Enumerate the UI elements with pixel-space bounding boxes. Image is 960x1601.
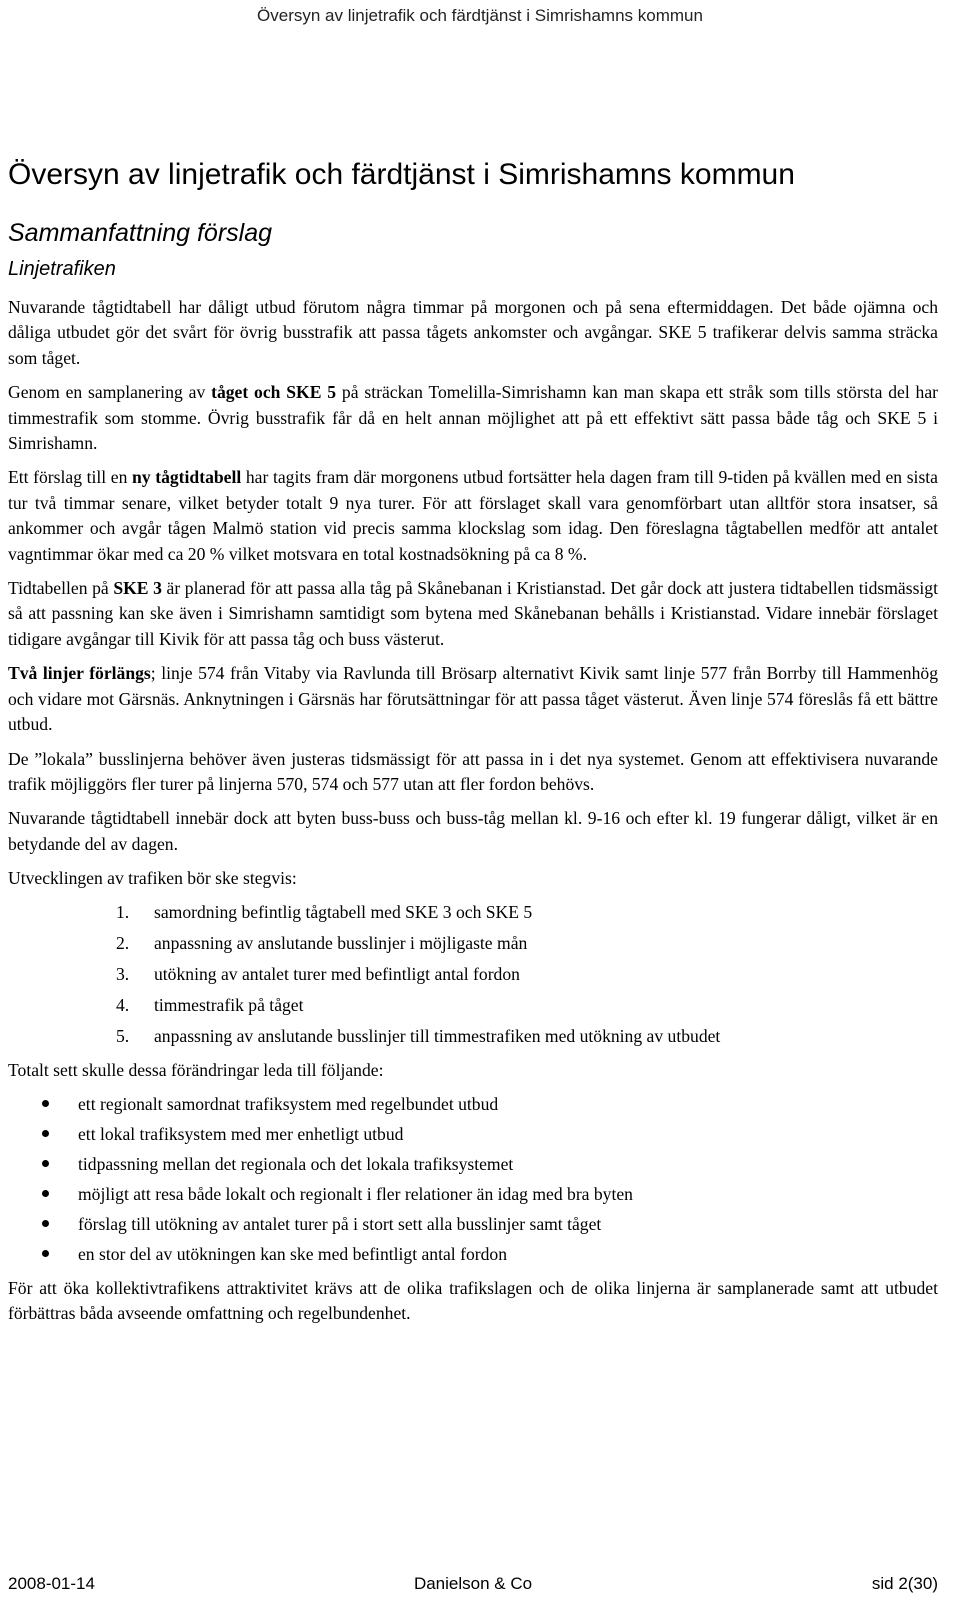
page-footer [8,1574,938,1598]
effects-list [8,1089,938,1269]
paragraph-transfers: Nuvarande tågtidtabell innebär dock att byten buss-buss och buss-tåg mellan kl. 9-16 och efter kl. 19 fungerar dåligt, vilket är en betydande del av dagen. [8,808,938,854]
paragraph-text: Ett förslag till en [8,467,133,488]
paragraph-text: ; linje 574 från Vitaby via Ravlunda till Brösarp alternativt Kivik samt linje 577 från Borrby till Hammenhög och vidare mot Gärsnäs. Anknytningen i Gärsnäs har förutsättningar för att passa tåget västerut. Även linje 574 föreslås få ett bättre utbud. [8,663,938,735]
bold-emphasis: Två linjer förlängs [8,663,151,684]
paragraph-effects-intro: Totalt sett skulle dessa förändringar leda till följande: [8,1059,384,1080]
list-item [8,1239,938,1269]
paragraph-text: Genom en samplanering av [8,382,212,403]
list-item [8,1119,938,1149]
paragraph-current-timetable: Nuvarande tågtidtabell har dåligt utbud förutom några timmar på morgonen och på sena eftermiddagen. Det både ojämna och dåliga utbudet gör det svårt för övrig busstrafik att passa tågets ankomster och avgångar. SKE 5 trafikerar delvis samma sträcka som tåget. [8,297,938,368]
footer-page-number: sid 2(30) [871,1574,938,1593]
list-item [8,1021,938,1052]
list-text: tidpassning mellan det regionala och det lokala trafiksystemet [78,1153,514,1174]
list-text: timmestrafik på tåget [154,994,304,1015]
list-text: anpassning av anslutande busslinjer i möjligaste mån [154,932,528,953]
bullet-icon [42,1250,49,1257]
paragraph-text: har tagits fram där morgonens utbud fortsätter hela dagen fram till 9-tiden på kvällen med en sista tur två timmar senare, vilket betyder totalt 9 nya turer. För att förslaget skall vara genomförbart utan alltför stora insatser, så ankommer och avgår tågen Malmö station vid precis samma klockslag som idag. Den föreslagna tågtabellen medför att antalet vagntimmar ökar med ca 20 % vilket motsvara en total kostnadsökning på ca 8 %. [8,467,938,564]
paragraph-new-timetable [8,465,938,567]
paragraph-coordination [8,380,938,456]
footer-author: Danielson & Co [413,1574,533,1593]
list-text: anpassning av anslutande busslinjer till timmestrafiken med utökning av utbudet [154,1025,721,1046]
subsection-title: Linjetrafiken [8,258,116,280]
list-number: 3. [116,963,130,984]
list-item [8,1089,938,1119]
list-item [8,990,938,1021]
list-text: samordning befintlig tågtabell med SKE 3 och SKE 5 [154,901,533,922]
bold-emphasis: ny tågtidtabell [132,467,242,488]
document-body [8,156,938,1336]
list-text: förslag till utökning av antalet turer på i stort sett alla busslinjer samt tåget [78,1213,602,1234]
paragraph-ske3 [8,576,938,652]
list-number: 1. [116,901,130,922]
list-number: 4. [116,994,130,1015]
list-text: möjligt att resa både lokalt och regionalt i fler relationer än idag med bra byten [78,1183,633,1204]
paragraph-extended-lines [8,661,938,737]
section-title: Sammanfattning förslag [8,219,273,247]
bold-emphasis: tåget och SKE 5 [211,382,337,403]
list-number: 5. [116,1025,130,1046]
paragraph-text: Tidtabellen på [8,578,114,599]
bold-emphasis: SKE 3 [113,578,162,599]
paragraph-conclusion: För att öka kollektivtrafikens attraktivitet krävs att de olika trafikslagen och de olika linjerna är samplanerade samt att utbudet förbättras båda avseende omfattning och regelbundenhet. [8,1277,938,1324]
list-text: utökning av antalet turer med befintligt antal fordon [154,963,520,984]
steps-list [8,897,938,1052]
list-item [8,1149,938,1179]
list-item [8,928,938,959]
list-item [8,959,938,990]
paragraph-steps-intro: Utvecklingen av trafiken bör ske stegvis: [8,868,297,889]
paragraph-text: är planerad för att passa alla tåg på Skånebanan i Kristianstad. Det går dock att justera tidtabellen tidsmässigt så att passning kan ske även i Simrishamn samtidigt som bytena med Skånebanan behålls i Kristianstad. Vidare innebär förslaget tidigare avgångar till Kivik för att passa tåg och buss västerut. [8,578,938,649]
document-title: Översyn av linjetrafik och färdtjänst i Simrishamns kommun [8,158,795,191]
bullet-icon [42,1190,49,1197]
footer-date: 2008-01-14 [8,1574,95,1593]
list-item [8,1179,938,1209]
list-text: ett regionalt samordnat trafiksystem med regelbundet utbud [78,1093,499,1114]
paragraph-local-lines: De ”lokala” busslinjerna behöver även justeras tidsmässigt för att passa in i det nya systemet. Genom att effektivisera nuvarande trafik möjliggörs fler turer på linjerna 570, 574 och 577 utan att fler fordon behövs. [8,748,938,794]
running-header: Översyn av linjetrafik och färdtjänst i Simrishamns kommun [257,6,703,25]
list-item [8,897,938,928]
bullet-icon [42,1100,49,1107]
bullet-icon [42,1160,49,1167]
bullet-icon [42,1220,49,1227]
list-text: ett lokal trafiksystem med mer enhetligt utbud [78,1123,404,1144]
paragraph-text: på sträckan Tomelilla-Simrishamn kan man skapa ett stråk som tills största del har timmestrafik som stomme. Övrig busstrafik får då en helt annan möjlighet att på ett effektivt sätt passa både tåg och SKE 5 i Simrishamn. [8,382,938,454]
list-number: 2. [116,932,130,953]
list-item [8,1209,938,1239]
list-text: en stor del av utökningen kan ske med befintligt antal fordon [78,1243,507,1264]
bullet-icon [42,1130,49,1137]
